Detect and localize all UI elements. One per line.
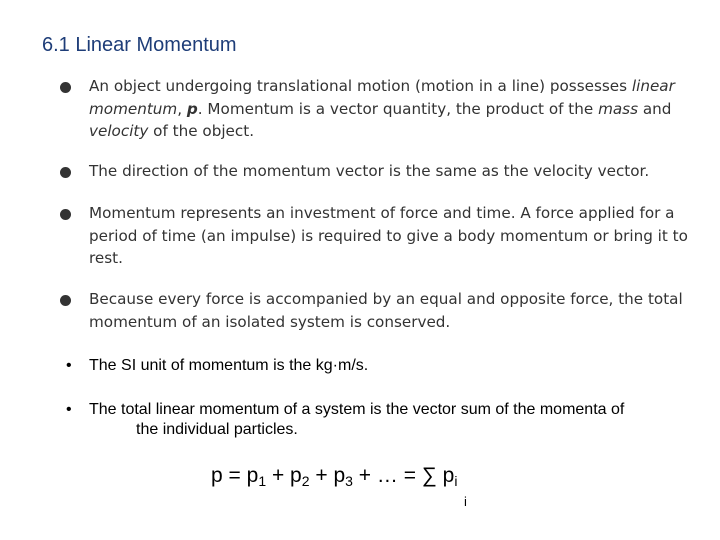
- term-velocity: velocity: [89, 122, 149, 140]
- plain-bullet-1-text: The SI unit of momentum is the kg·m/s.: [89, 357, 369, 374]
- eq-operator: +: [309, 464, 334, 487]
- summation-index: i: [464, 494, 467, 509]
- bullet-1-text-part: An object undergoing translational motion (motion in a line) possesses: [89, 77, 632, 95]
- eq-subscript: i: [454, 473, 458, 489]
- eq-subscript: 1: [258, 473, 267, 489]
- eq-term: p: [211, 464, 223, 487]
- bullet-marker-icon: •: [66, 357, 72, 374]
- bullet-dot-icon: [60, 295, 71, 306]
- bullet-2-text: The direction of the momentum vector is the same as the velocity vector.: [89, 162, 650, 180]
- plain-bullet-2-line-1: The total linear momentum of a system is the vector sum of the momenta of: [89, 401, 625, 418]
- bullet-3-text: Momentum represents an investment of force and time. A force applied for a period of time (an impulse) is required to give a body momentum or bring it to rest.: [89, 204, 688, 267]
- term-mass: mass: [598, 99, 638, 118]
- bullet-dot-icon: [60, 209, 71, 220]
- eq-subscript: 3: [345, 473, 353, 489]
- bullet-1-text-part: . Momentum is a vector quantity, the product of the: [197, 99, 599, 118]
- bullet-1-text-part: ,: [177, 99, 187, 118]
- bullet-1-text-part: and: [638, 99, 672, 118]
- plain-bullet-2-text: [89, 400, 699, 440]
- eq-term: p: [333, 464, 346, 487]
- bullet-1-text-part: of the object.: [148, 122, 255, 140]
- bullet-4-text: Because every force is accompanied by an equal and opposite force, the total momentum of an isolated system is conserved.: [89, 290, 683, 331]
- momentum-sum-equation: [211, 464, 457, 489]
- eq-term: p: [442, 464, 455, 487]
- eq-subscript: 2: [301, 473, 310, 489]
- eq-operator: +: [266, 464, 291, 487]
- plain-bullet-2-line-2: the individual particles.: [136, 421, 298, 438]
- eq-term: p: [290, 464, 302, 487]
- term-linear-momentum: linear momentum: [89, 77, 675, 118]
- bullet-dot-icon: [60, 82, 71, 93]
- bullet-dot-icon: [60, 167, 71, 178]
- eq-term: p: [246, 464, 259, 487]
- slide-title: 6.1 Linear Momentum: [42, 34, 237, 56]
- eq-operator: =: [222, 464, 247, 487]
- eq-operator: + … = ∑: [352, 464, 443, 487]
- bullet-marker-icon: •: [66, 401, 72, 418]
- symbol-p: p: [186, 99, 198, 118]
